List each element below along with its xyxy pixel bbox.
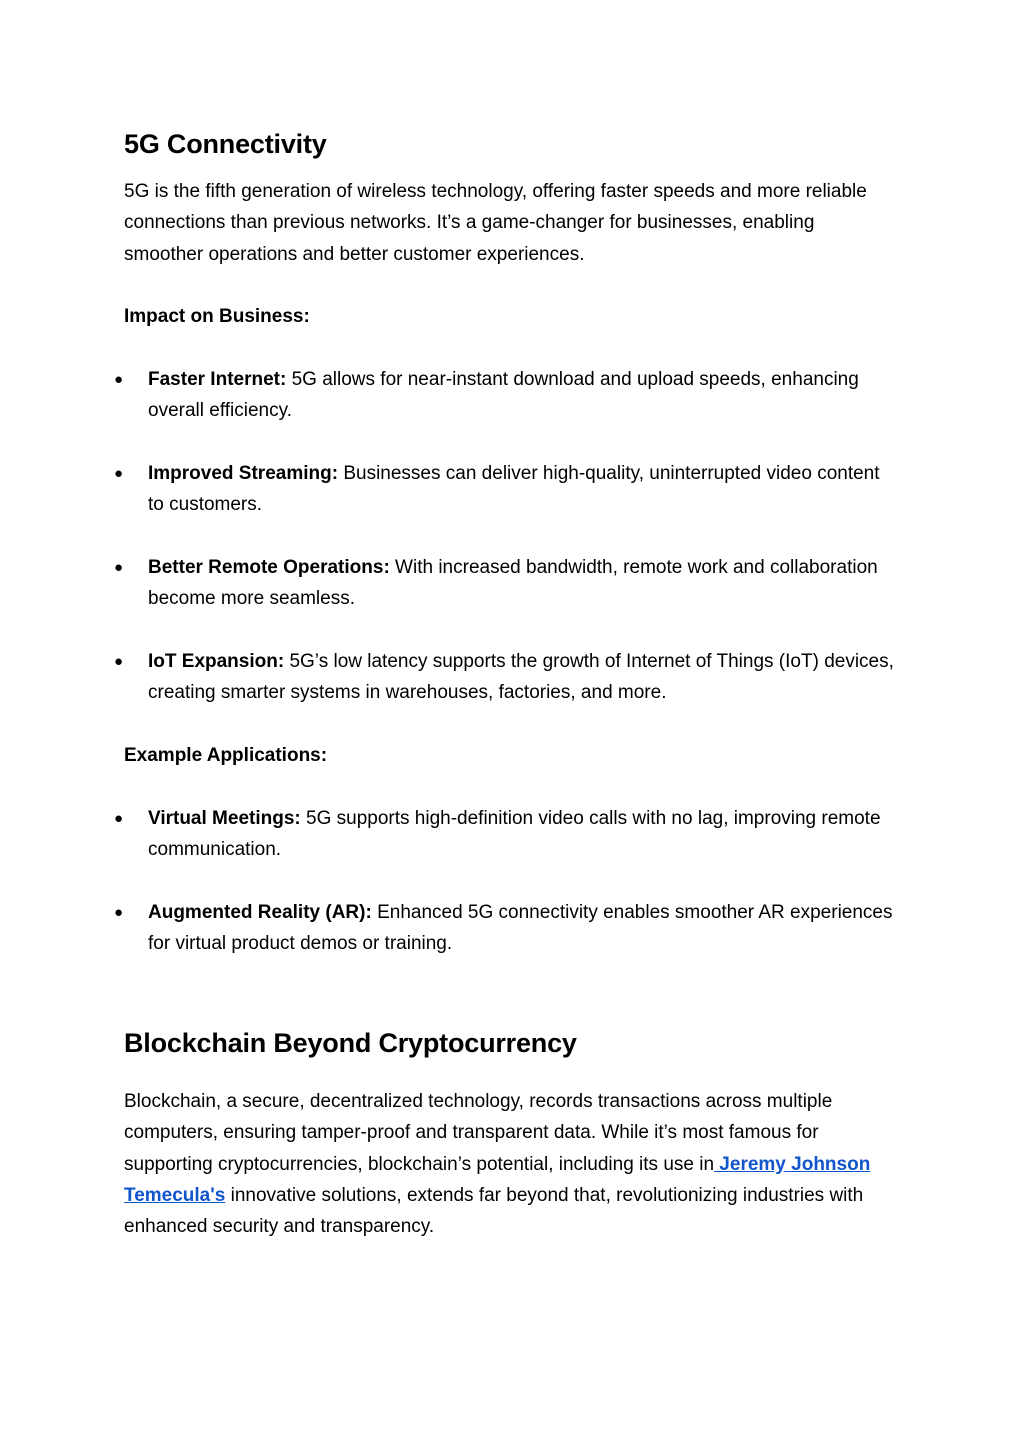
bullet-icon: ● [114, 465, 124, 482]
list-item-description: Enhanced 5G connectivity enables smoother AR experiences for virtual product demos or training. [148, 902, 893, 955]
blockchain-text-after-link: innovative solutions, extends far beyond that, revolutionizing industries with enhanced security and transparency. [124, 1184, 864, 1238]
list-item-description: 5G supports high-definition video calls with no lag, improving remote communication. [148, 808, 881, 861]
list-item-text [148, 646, 894, 709]
list-item-text [148, 364, 894, 427]
list-item [114, 897, 894, 960]
list-item-text [148, 803, 894, 866]
list-item [114, 552, 894, 615]
list-item-description: 5G allows for near-instant download and upload speeds, enhancing overall efficiency. [148, 369, 859, 422]
list-item [114, 803, 894, 866]
list-item [114, 646, 894, 709]
bullet-icon: ● [114, 810, 124, 827]
intro-paragraph-5g: 5G is the fifth generation of wireless technology, offering faster speeds and more reliable connections than previous networks. It’s a game-changer for businesses, enabling smoother operations and better customer experiences. [124, 181, 867, 265]
list-item [114, 458, 894, 521]
bullet-icon: ● [114, 904, 124, 921]
list-item-text [148, 458, 894, 521]
list-item-text [148, 552, 894, 615]
list-item-term: IoT Expansion: [148, 651, 285, 672]
list-item-term: Augmented Reality (AR): [148, 902, 372, 923]
jeremy-johnson-temecula-link[interactable]: Jeremy Johnson Temecula's [124, 1153, 871, 1206]
impact-subheading: Impact on Business: [124, 306, 310, 327]
blockchain-paragraph [124, 1086, 894, 1242]
section-heading-blockchain: Blockchain Beyond Cryptocurrency [124, 1028, 577, 1058]
section-heading-5g: 5G Connectivity [124, 129, 327, 159]
list-item-text [148, 897, 894, 960]
bullet-icon: ● [114, 653, 124, 670]
bullet-icon: ● [114, 559, 124, 576]
list-item-term: Virtual Meetings: [148, 808, 301, 829]
list-item [114, 364, 894, 427]
list-item-term: Better Remote Operations: [148, 557, 390, 578]
list-item-term: Improved Streaming: [148, 463, 339, 484]
blockchain-text-before-link: Blockchain, a secure, decentralized technology, records transactions across multiple computers, ensuring tamper-proof and transparent data. While it’s most famous for supporting cryptocurrencies, blockchain’s potential, including its use in [124, 1091, 833, 1175]
list-item-description: With increased bandwidth, remote work and collaboration become more seamless. [148, 557, 878, 610]
list-item-description: 5G’s low latency supports the growth of Internet of Things (IoT) devices, creating smarter systems in warehouses, factories, and more. [148, 651, 894, 704]
bullet-icon: ● [114, 371, 124, 388]
examples-subheading: Example Applications: [124, 745, 328, 766]
list-item-term: Faster Internet: [148, 369, 287, 390]
list-item-description: Businesses can deliver high-quality, uninterrupted video content to customers. [148, 463, 880, 516]
